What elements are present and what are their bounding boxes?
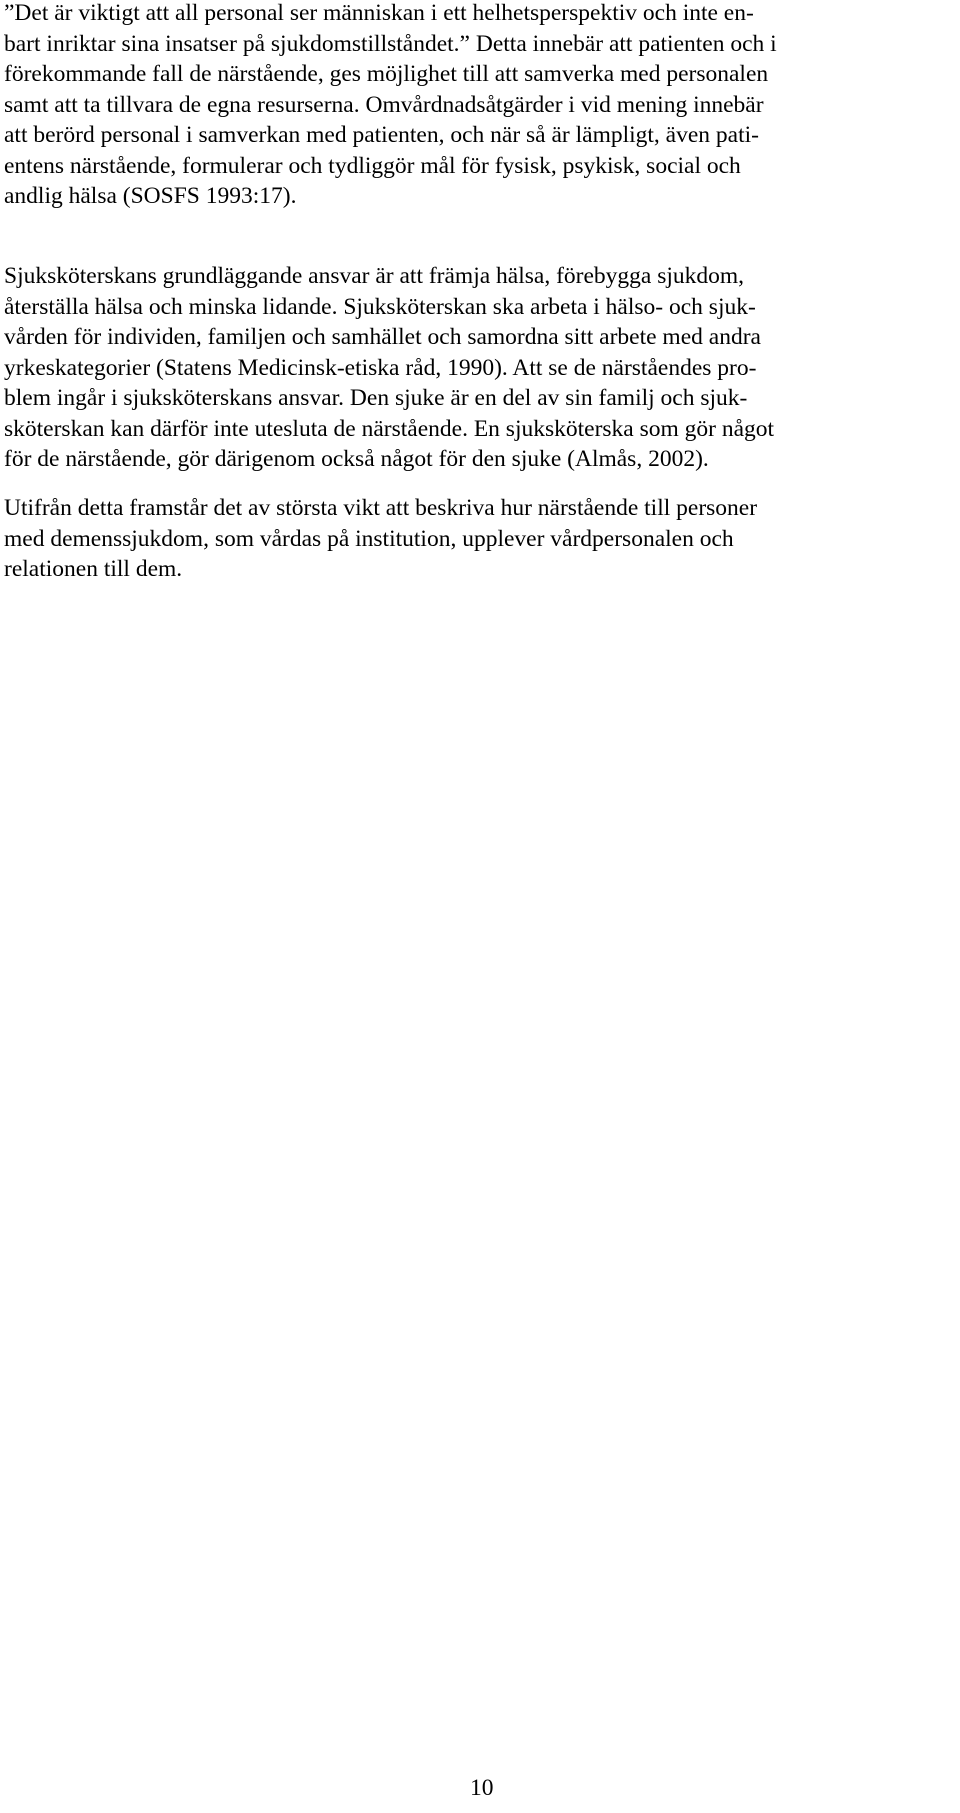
- paragraph-2-line-3: vården för individen, familjen och samhället och samordna sitt arbete med andra: [4, 324, 761, 350]
- paragraph-1-line-7: andlig hälsa (SOSFS 1993:17).: [4, 183, 297, 209]
- paragraph-1-line-1: ”Det är viktigt att all personal ser människan i ett helhetsperspektiv och inte en-: [4, 0, 754, 26]
- paragraph-2-line-6: sköterskan kan därför inte utesluta de närstående. En sjuksköterska som gör något: [4, 415, 775, 442]
- paragraph-2-line-5: blem ingår i sjuksköterskans ansvar. Den sjuke är en del av sin familj och sjuk-: [4, 385, 748, 411]
- paragraph-2-line-2: återställa hälsa och minska lidande. Sjuksköterskan ska arbeta i hälso- och sjuk-: [4, 293, 756, 320]
- paragraph-1-line-3: förekommande fall de närstående, ges möjlighet till att samverka med personalen: [4, 61, 769, 87]
- paragraph-1-line-2: bart inriktar sina insatser på sjukdomstillståndet.” Detta innebär att patienten och i: [4, 30, 777, 57]
- paragraph-3-line-3: relationen till dem.: [4, 556, 183, 582]
- paragraph-3: [4, 493, 757, 585]
- paragraph-1-line-4: samt att ta tillvara de egna resurserna. Omvårdnadsåtgärder i vid mening innebär: [4, 91, 764, 118]
- paragraph-1-line-6: entens närstående, formulerar och tydliggör mål för fysisk, psykisk, social och: [4, 152, 741, 179]
- paragraph-3-line-2: med demenssjukdom, som vårdas på institution, upplever vårdpersonalen och: [4, 525, 734, 552]
- paragraph-2: [4, 261, 774, 475]
- page-number: 10: [470, 1775, 494, 1801]
- paragraph-2-line-4: yrkeskategorier (Statens Medicinsk-etiska råd, 1990). Att se de närståendes pro-: [4, 354, 757, 381]
- paragraph-2-line-7: för de närstående, gör därigenom också något för den sjuke (Almås, 2002).: [4, 446, 709, 472]
- paragraph-1: [4, 0, 777, 212]
- paragraph-1-line-5: att berörd personal i samverkan med patienten, och när så är lämpligt, även pati-: [4, 122, 759, 148]
- paragraph-3-line-1: Utifrån detta framstår det av största vikt att beskriva hur närstående till personer: [4, 495, 758, 521]
- document-page: [4, 0, 960, 1813]
- paragraph-2-line-1: Sjuksköterskans grundläggande ansvar är att främja hälsa, förebygga sjukdom,: [4, 263, 745, 289]
